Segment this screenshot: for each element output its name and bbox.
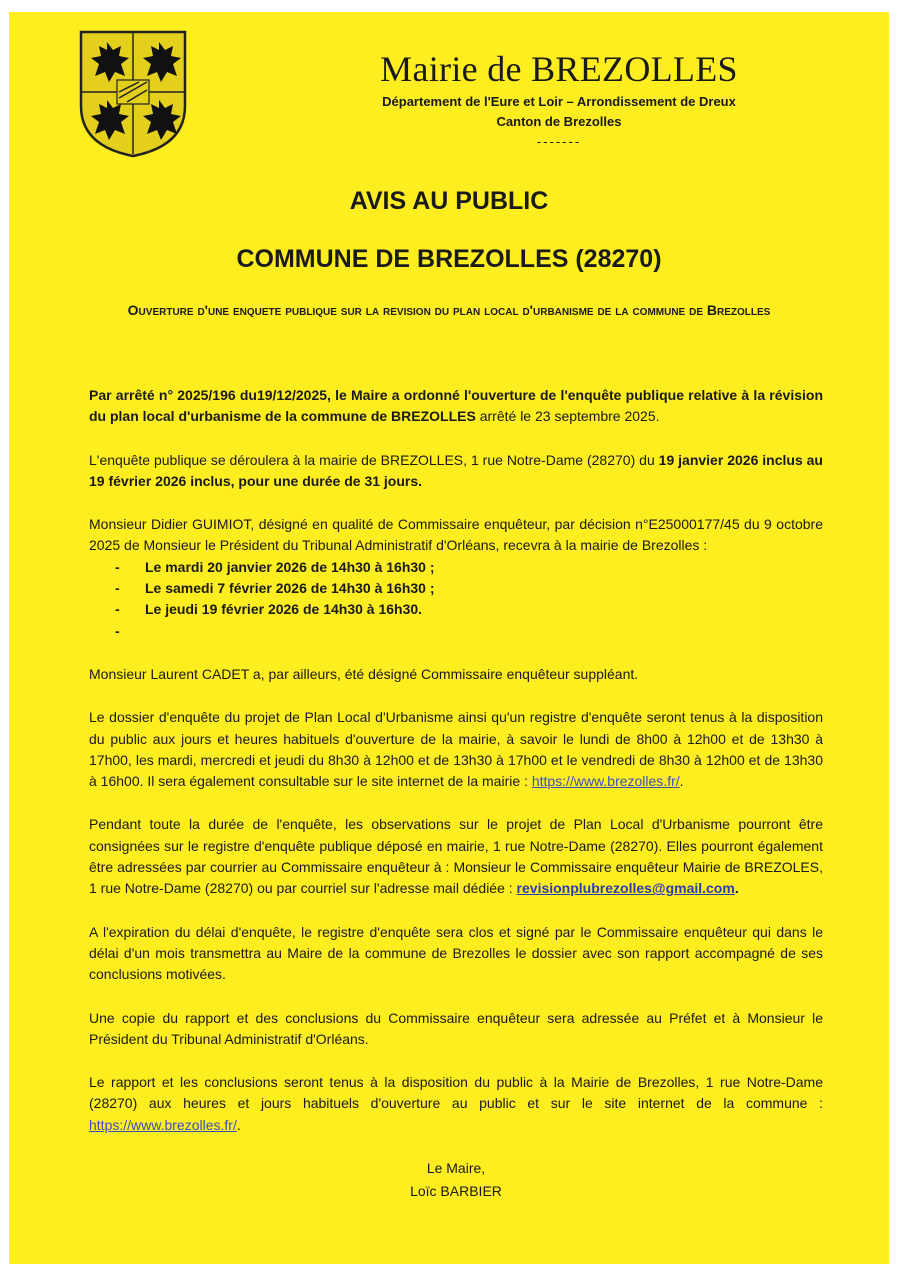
canton-line: Canton de Brezolles <box>496 114 622 129</box>
notice-body <box>89 385 823 1203</box>
website-link-2[interactable]: https://www.brezolles.fr/ <box>89 1116 237 1133</box>
signature-role: Le Maire, <box>426 1160 486 1177</box>
observations-text: Pendant toute la durée de l'enquête, les observations sur le projet de Plan Local d'Urbanisme pourront être consignées sur le registre d'enquête publique déposé en mairie, 1 rue Notre-Dame (28270). Elles pourront également être adressées par courrier au Commissaire enquêteur à : Monsieur le Commissaire enquêteur Mairie de BREZOLES, 1 rue Notre-Dame (28270) ou par courriel sur l'adresse mail dédiée : <box>89 816 823 897</box>
mairie-title: Mairie de BREZOLLES <box>380 49 738 89</box>
paragraph-copie: Une copie du rapport et des conclusions du Commissaire enquêteur sera adressée au Préfet et à Monsieur le Président du Tribunal Administratif d'Orléans. <box>89 1009 823 1047</box>
paragraph-dossier <box>89 707 823 792</box>
rapport-text: Le rapport et les conclusions seront tenus à la disposition du public à la Mairie de Brezolles, 1 rue Notre-Dame (28270) aux heures et jours habituels d'ouverture au public et sur le site internet de la commune : <box>89 1074 823 1112</box>
dates-text: L'enquête publique se déroulera à la mairie de BREZOLLES, 1 rue Notre-Dame (28270) du <box>89 451 659 468</box>
paragraph-suppleant: Monsieur Laurent CADET a, par ailleurs, été désigné Commissaire enquêteur suppléant. <box>89 665 639 682</box>
coat-of-arms-icon <box>77 28 189 160</box>
list-item: - Le mardi 20 janvier 2026 de 14h30 à 16h30 ; <box>89 557 823 578</box>
arrete-bold: Par arrêté n° 2025/196 du19/12/2025, le Maire a ordonné l'ouverture de l'enquête publique relative à la révision du plan local d'urbanisme de la commune de BREZOLLES <box>89 387 823 425</box>
commune-title: COMMUNE DE BREZOLLES (28270) <box>236 245 662 273</box>
paragraph-observations <box>89 814 823 899</box>
list-item <box>89 621 823 642</box>
list-item: - Le samedi 7 février 2026 de 14h30 à 16h30 ; <box>89 578 823 599</box>
list-item: - Le jeudi 19 février 2026 de 14h30 à 16h30. <box>89 599 823 620</box>
dossier-text: Le dossier d'enquête du projet de Plan Local d'Urbanisme ainsi qu'un registre d'enquête seront tenus à la disposition du public aux jours et heures habituels d'ouverture de la mairie, à savoir le lundi de 8h00 à 12h00 et de 13h30 à 17h00, les mardi, mercredi et jeudi du 8h30 à 12h00 et de 13h30 à 17h00 et le vendredi de 8h30 à 12h00 et de 13h30 à 16h00. Il sera également consultable sur le site internet de la mairie : <box>89 709 823 790</box>
email-link[interactable]: revisionplubrezolles@gmail.com <box>516 880 735 897</box>
website-link[interactable]: https://www.brezolles.fr/ <box>531 773 680 790</box>
dossier-end: . <box>679 773 684 790</box>
paragraph-arrete <box>89 385 823 428</box>
header-separator: ------- <box>536 134 582 149</box>
permanence-list <box>89 557 823 642</box>
signature-name: Loïc BARBIER <box>410 1183 502 1200</box>
notice-subject: Ouverture d'une enquete publique sur la revision du plan local d'urbanisme de la commune de Brezolles <box>127 302 771 318</box>
rapport-end: . <box>236 1116 241 1133</box>
observations-end: . <box>734 880 739 897</box>
paragraph-expiration: A l'expiration du délai d'enquête, le registre d'enquête sera clos et signé par le Commissaire enquêteur qui dans le délai d'un mois transmettra au Maire de la commune de Brezolles le dossier avec son rapport accompagné de ses conclusions motivées. <box>89 923 823 983</box>
notice-sheet <box>9 12 889 1264</box>
arrete-rest: arrêté le 23 septembre 2025. <box>475 408 660 425</box>
paragraph-rapport <box>89 1072 823 1136</box>
notice-title: AVIS AU PUBLIC <box>349 187 549 215</box>
department-line: Département de l'Eure et Loir – Arrondissement de Dreux <box>382 94 736 109</box>
paragraph-commissaire: Monsieur Didier GUIMIOT, désigné en qualité de Commissaire enquêteur, par décision n°E25000177/45 du 9 octobre 2025 de Monsieur le Président du Tribunal Administratif d'Orléans, recevra à la mairie de Brezolles : <box>89 516 823 554</box>
dates-bold: 19 janvier 2026 inclus au 19 février 2026 inclus, pour une durée de 31 jours. <box>89 451 823 489</box>
paragraph-dates <box>89 450 823 493</box>
